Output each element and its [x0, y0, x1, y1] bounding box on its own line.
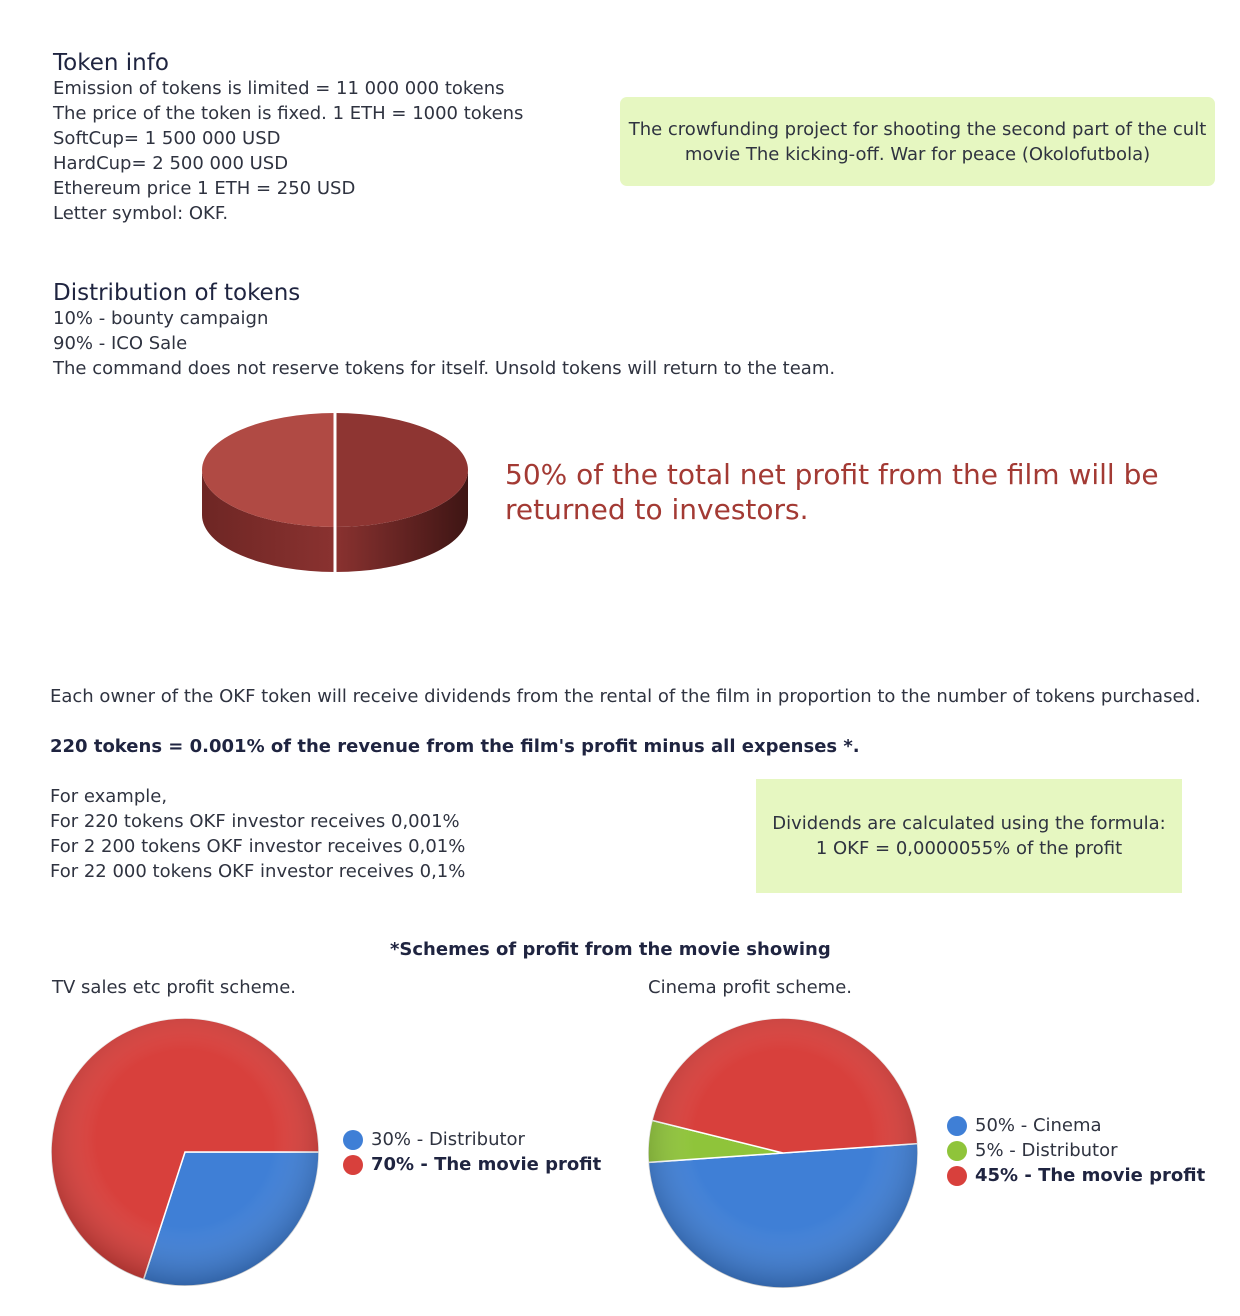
legend-dot-icon: [947, 1166, 967, 1186]
dividends-intro: Each owner of the OKF token will receive dividends from the rental of the film in proportion to the number of tokens purchased.: [50, 686, 1201, 707]
legend-dot-icon: [947, 1116, 967, 1136]
legend-label: 50% - Cinema: [975, 1115, 1102, 1136]
distribution-line: 90% - ICO Sale: [53, 333, 188, 354]
dividends-rule: 220 tokens = 0.001% of the revenue from the film's profit minus all expenses *.: [50, 736, 860, 757]
pie-shading: [648, 1018, 918, 1288]
pie-shading: [51, 1018, 319, 1286]
distribution-line: 10% - bounty campaign: [53, 308, 269, 329]
legend-item: [343, 1127, 601, 1152]
example-line: For example,: [50, 786, 168, 807]
formula-note: [756, 779, 1182, 893]
schemes-title: *Schemes of profit from the movie showing: [390, 939, 831, 960]
legend-item: [947, 1163, 1205, 1188]
cinema-profit-pie-chart: [647, 1017, 919, 1289]
distribution-list: [53, 306, 835, 381]
formula-line: 1 OKF = 0,0000055% of the profit: [815, 838, 1123, 859]
cinema-legend: [947, 1113, 1205, 1188]
legend-item: [947, 1138, 1205, 1163]
token-info-line: Emission of tokens is limited = 11 000 000 tokens: [53, 78, 505, 99]
legend-dot-icon: [343, 1155, 363, 1175]
example-line: For 22 000 tokens OKF investor receives 0,1%: [50, 861, 466, 882]
legend-label: 45% - The movie profit: [975, 1165, 1206, 1186]
investor-share-pie-chart: [195, 405, 475, 585]
token-info-line: Letter symbol: OKF.: [53, 203, 229, 224]
example-line: For 2 200 tokens OKF investor receives 0,01%: [50, 836, 466, 857]
cinema-chart-title: Cinema profit scheme.: [648, 977, 852, 998]
project-note: The crowfunding project for shooting the second part of the cult movie The kicking-off. War for peace (Okolofutbola): [620, 97, 1215, 186]
legend-item: [343, 1152, 601, 1177]
formula-line: Dividends are calculated using the formula:: [772, 813, 1166, 834]
distribution-line: The command does not reserve tokens for itself. Unsold tokens will return to the team.: [53, 358, 836, 379]
distribution-heading: Distribution of tokens: [53, 280, 301, 306]
token-info-heading: Token info: [53, 50, 169, 76]
tv-chart-title: TV sales etc profit scheme.: [52, 977, 297, 998]
dividend-examples: [50, 784, 465, 884]
legend-label: 30% - Distributor: [371, 1129, 525, 1150]
tv-legend: [343, 1127, 601, 1177]
token-info-line: Ethereum price 1 ETH = 250 USD: [53, 178, 356, 199]
legend-label: 70% - The movie profit: [371, 1154, 602, 1175]
token-info-line: SoftCup= 1 500 000 USD: [53, 128, 281, 149]
legend-label: 5% - Distributor: [975, 1140, 1118, 1161]
example-line: For 220 tokens OKF investor receives 0,001%: [50, 811, 460, 832]
tv-profit-pie-chart: [50, 1017, 320, 1287]
legend-item: [947, 1113, 1205, 1138]
token-info-line: The price of the token is fixed. 1 ETH = 1000 tokens: [53, 103, 524, 124]
legend-dot-icon: [343, 1130, 363, 1150]
legend-dot-icon: [947, 1141, 967, 1161]
profit-statement: 50% of the total net profit from the film will be returned to investors.: [505, 458, 1159, 526]
token-info-list: [53, 76, 523, 226]
token-info-line: HardCup= 2 500 000 USD: [53, 153, 289, 174]
